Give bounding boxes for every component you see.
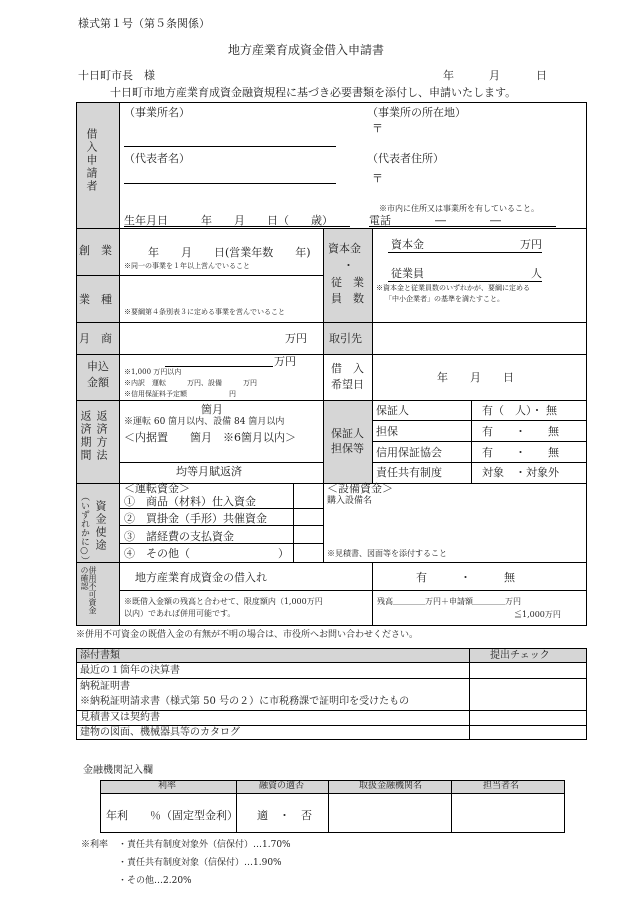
usage-item-2[interactable]: ② 買掛金（手形）共催資金: [124, 512, 267, 525]
industry-note: ※要綱第４条別表３に定める事業を営んでいること: [124, 308, 285, 316]
label-applicant: 借入申請者: [85, 128, 98, 193]
employees-unit: 人: [531, 267, 542, 280]
attachment-row-3: ※納税証明請求書（様式第 50 号の２）に市税務課で証明印を受けたもの: [80, 696, 410, 707]
bank-approval[interactable]: 適 ・ 否: [257, 809, 312, 822]
business-name-line[interactable]: [124, 146, 336, 147]
repayment-months: 箇月: [201, 403, 223, 416]
application-breakdown: ※内訳 運転 万円、設備 万円: [124, 379, 257, 387]
guarantee-fee: ※信用保証料予定額 円: [124, 390, 236, 398]
addressee: 十日町市長 様: [78, 69, 155, 82]
label-desired-1: 借 入: [331, 362, 364, 375]
repayment-grace: ＜内据置 箇月 ※6箇月以内＞: [124, 431, 296, 444]
label-capital: 資本金: [328, 242, 361, 255]
bank-person-field[interactable]: [452, 794, 564, 832]
bank-header-rate: 利率: [158, 781, 177, 791]
usage-item-4[interactable]: ④ その他（ ）: [124, 547, 289, 560]
combined-loan-name: 地方産業育成資金の借入れ: [135, 571, 267, 584]
date-day: 日: [536, 69, 547, 82]
employees-label: 従業員: [391, 267, 424, 280]
usage-item-3[interactable]: ③ 諸経費の支払資金: [124, 530, 234, 543]
guarantor-label: 保証人: [376, 404, 409, 417]
capital-line[interactable]: [388, 252, 542, 253]
equipment-note: ※見積書、図面等を添付すること: [327, 549, 447, 558]
founding-value: 年 月 日(営業年数 年): [148, 246, 311, 259]
attachment-row-5: 建物の図面、機械器具等のカタログ: [80, 727, 240, 738]
label-application-2: 金額: [87, 376, 109, 389]
date-month: 月: [489, 69, 500, 82]
label-count: 員 数: [331, 292, 364, 305]
label-application-1: 申込: [87, 360, 109, 373]
check-column[interactable]: [470, 663, 586, 739]
sme-note-1: ※資本金と従業員数のいずれかが、要綱に定める: [376, 284, 530, 292]
combined-note-2: 以内）であれば併用可能です。: [124, 609, 236, 618]
bank-section-title: 金融機関記入欄: [83, 765, 153, 776]
employees-line[interactable]: [388, 281, 542, 282]
combined-footnote: ※併用不可資金の既借入金の有無が不明の場合は、市役所へお問い合わせください。: [76, 630, 419, 640]
combined-calc-limit: ≦1,000万円: [514, 610, 561, 619]
label-monthly: 月 商: [79, 332, 112, 345]
guarantor-choice[interactable]: 有（ 人）・ 無: [482, 404, 557, 417]
bank-header-approval: 融資の適否: [259, 781, 305, 791]
attachment-row-4: 見積書又は契約書: [80, 712, 160, 723]
business-name-label: （事業所名）: [124, 106, 190, 119]
attachment-row-1: 最近の１箇年の決算書: [80, 665, 180, 676]
label-industry: 業 種: [79, 293, 112, 306]
label-usage-sub: （いずれかに○）: [79, 492, 89, 565]
page-title: 地方産業育成資金借入申請書: [228, 43, 385, 57]
sme-note-2: 「中小企業者」の基準を満たすこと。: [385, 295, 504, 303]
bank-header-institution: 取扱金融機関名: [359, 781, 423, 791]
operating-header: ＜運転資金＞: [124, 482, 190, 495]
rate-note-3: ・その他…2.20%: [118, 876, 192, 886]
intro-text: 十日町市地方産業育成資金融資規程に基づき必要書類を添付し、申請いたします。: [110, 86, 517, 99]
usage-item-1[interactable]: ① 商品（材料）仕入資金: [124, 495, 256, 508]
label-repayment-period: 返済期間: [79, 410, 92, 462]
birth-date: 生年月日 年 月 日（ 歳）: [124, 214, 333, 227]
rep-address-label: （代表者住所）: [367, 152, 444, 165]
repayment-limit: ※運転 60 箇月以内、設備 84 箇月以内: [124, 417, 285, 427]
phone: 電話 ― ―: [369, 214, 501, 227]
label-staff: 従 業: [331, 276, 364, 289]
founding-note: ※同一の事業を１年以上営んでいること: [124, 262, 250, 270]
label-founding: 創 業: [79, 244, 112, 257]
application-limit: ※1,000 万円以内: [124, 368, 182, 376]
representative-label: （代表者名）: [124, 152, 190, 165]
rate-note-label: ※利率: [81, 840, 109, 850]
capital-value: 資本金: [391, 238, 424, 251]
rate-note-1: ・責任共有制度対象外（信保付）…1.70%: [118, 840, 291, 850]
shared-responsibility-choice[interactable]: 対象 ・対象外: [482, 466, 559, 479]
form-number: 様式第１号（第５条関係）: [78, 17, 210, 30]
repayment-method: 均等月賦返済: [176, 465, 242, 478]
collateral-label: 担保: [376, 425, 398, 438]
label-bank: 取引先: [329, 332, 362, 345]
label-dot: ・: [343, 259, 354, 272]
postal-mark-1: 〒: [372, 122, 383, 135]
label-usage: 資金使途: [94, 500, 107, 552]
bank-institution-field[interactable]: [329, 794, 450, 832]
date-year: 年: [443, 69, 454, 82]
collateral-choice[interactable]: 有 ・ 無: [482, 425, 559, 438]
label-bg-applicant: [77, 103, 119, 228]
desired-date: 年 月 日: [437, 371, 514, 384]
application-unit: 万円: [274, 355, 296, 368]
representative-line[interactable]: [124, 183, 336, 184]
label-repayment-method: 返済方法: [95, 410, 108, 462]
residence-note: ※市内に住所又は事業所を有していること。: [379, 204, 539, 213]
bank-rate-value: 年利 ％（固定型金利）: [106, 809, 238, 822]
postal-mark-2: 〒: [372, 172, 383, 185]
attachments-header: 添付書類: [80, 650, 120, 661]
shared-responsibility-label: 責任共有制度: [376, 466, 442, 479]
credit-guarantee-choice[interactable]: 有 ・ 無: [482, 446, 559, 459]
label-guarantee-1: 保証人: [331, 427, 364, 440]
combined-note-1: ※既借入金額の残高と合わせて、限度額内（1,000万円: [124, 597, 323, 606]
combined-calc: 残高＿＿＿＿万円＋申請額＿＿＿＿万円: [377, 597, 521, 606]
attachment-row-2: 納税証明書: [80, 681, 130, 692]
application-amount-line[interactable]: [165, 366, 273, 367]
business-address-label: （事業所の所在地）: [367, 106, 466, 119]
rate-note-2: ・責任共有制度対象（信保付）…1.90%: [118, 858, 282, 868]
equipment-header: ＜設備資金＞: [327, 482, 393, 495]
bank-header-person: 担当者名: [483, 781, 520, 791]
monthly-unit: 万円: [285, 332, 307, 345]
combined-choice[interactable]: 有 ・ 無: [416, 571, 515, 584]
credit-guarantee-label: 信用保証協会: [376, 446, 442, 459]
capital-unit: 万円: [520, 238, 542, 251]
label-combined: 併用不可資金の確認: [80, 566, 97, 614]
label-desired-2: 希望日: [331, 378, 364, 391]
equipment-name-label: 購入設備名: [327, 496, 373, 506]
check-header: 提出チェック: [490, 650, 550, 661]
label-guarantee-2: 担保等: [331, 442, 364, 455]
